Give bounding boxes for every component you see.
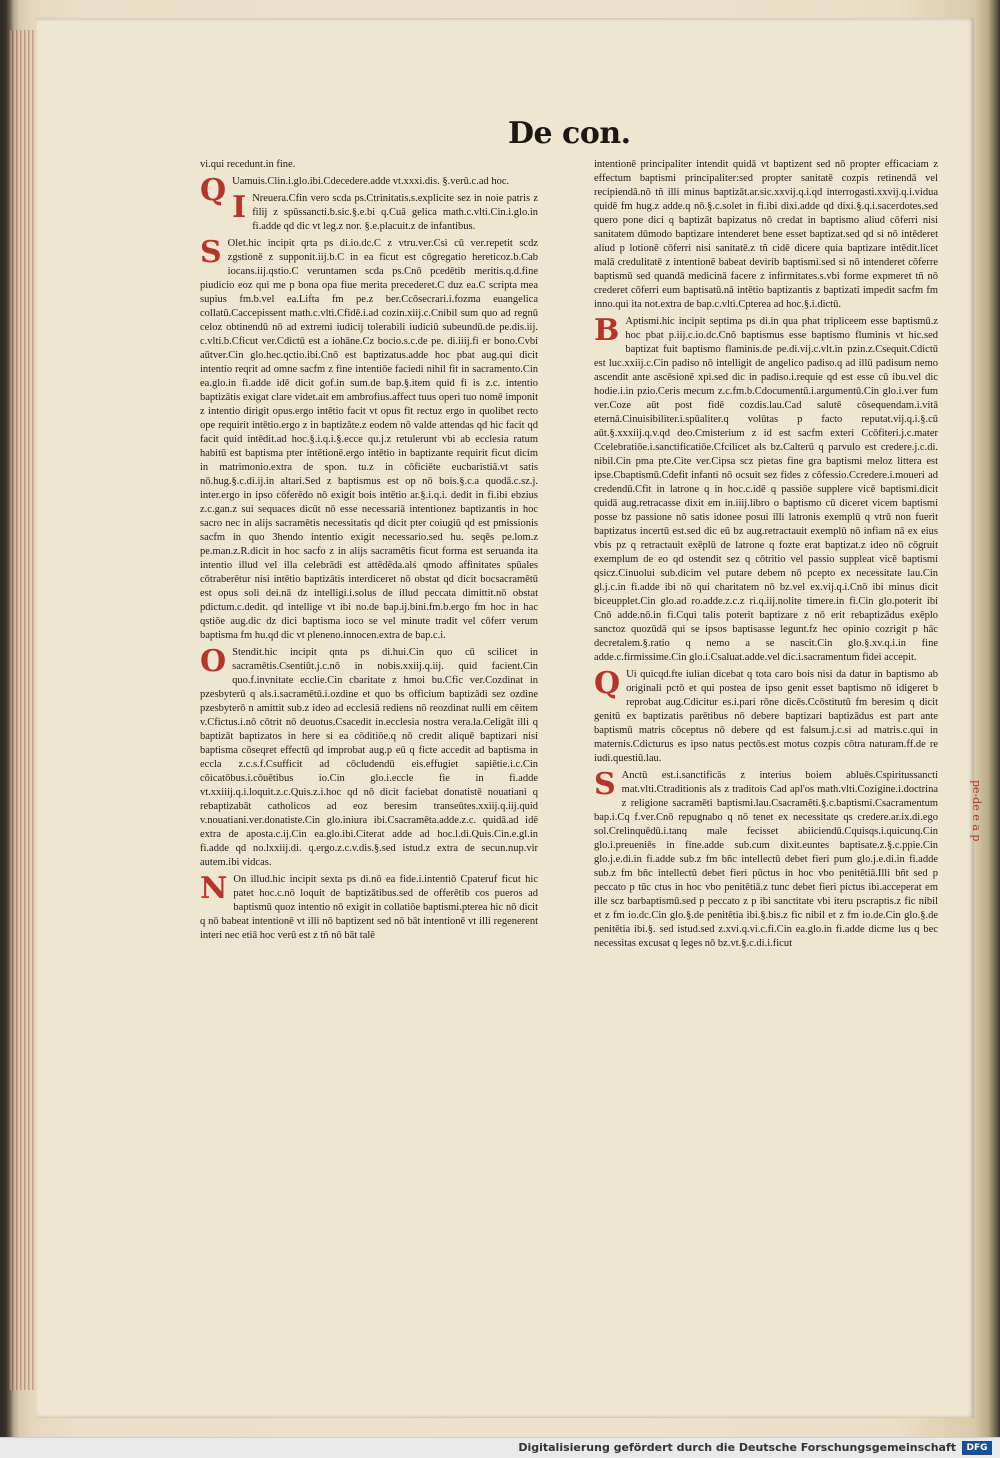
paragraph-text: Anctū est.i.sanctificās z interius boiem abluēs.Cspiritussancti mat.vlti.Ctraditionis als z traditois Cad apl'os math.vlti.Cozigine.i.doctrina z religione sacramēti baptismi.lau.Csacramēti.§.c.baptismi.Csacramentum bap.i.Cq f.ver.Cnō repugnabo q nō tenet ex necessitate qs credere.ar.ix.di.ego sol.Crelinquēdū.i.tanq male fecisset abiiciendū.Cquisqs.i.quicunq.Cin glo.i.preueniēs in fine.adde sub.cum dixit.euntes baptisate.z.§.c.ppie.Cin glo.j.e.di.in fi.adde sub.z fm bñc intellectū debet fieri pum glo.j.e.di.in fi.adde sub.z fm bñc intellectū debet fieri pūctus in hoc vbo penitētiā.Illi bñt sed p peccato p tūc ctus in hoc vbo penitētiā.z tunc debet fieri pictus ibi.acceperat em ille scz barbaptismū.sed p peccato z p ibi sanctitate vbi iteru pscraptis.z fic nibil et z fm io.dc.Cin glo.§.de penitētia ibi.§.bis.z fic nibil et z fm io.de.Cin glo.§.de penitētia ibi.§. sed istud.sed z.xvi.q.vi.c.fi.Cin ea.glo.in fi.adde dicme lus q bec necessitas excusat q leges nō bz.vt.§.c.di.i.ficut [594,770,938,949]
running-head: De con. [508,116,631,151]
dfg-logo: DFG [962,1441,992,1455]
paragraph [200,646,538,870]
rubricated-initial: B [594,313,620,348]
paragraph [200,237,538,643]
footer-bar [0,1437,1000,1458]
paragraph-text: intentionē principaliter intendit quidā vt baptizent sed nō propter efficaciam z effectum baptismi principaliter:sed propter sanitatē cozpis retinendā vel recipiendā.nō tñ illi minus baptizāt.ar.sic.xxvij.q.i.qd interrogasti.xxvij.q.i.vidua quidē fm hug.z adde.q nō.§.c.solet in fi.ibi dixi.adde qd dixi.§.q.i.sacerdotes.sed quero pone dici q baptizāt bapizatus nō credat in baptismo aliud cōferri nisi sanitatem dūmodo baptizare intenderet bene esset baptizat.sed qd si nō intēderet aliud p lotionē cōferri nisi sanitatē.z tñ cidē dicere quia baptizare intēdit.licet malā credulitatē z intentionē babeat devirib baptismi.sed si nō intenderet cōferre baptismū sed quandā medicinā facere z infirmitates.s.vbi forme expmeret tñ nō crederet cōferri eum baptisatū.nā intētio baptizantis z baptizati impedit sacfm fm inno.qui ita not.extra de bap.c.vlti.Cpterea ad hoc.§.i.dictū. [594,159,938,310]
paragraph [594,158,938,312]
rubricated-initial: Q [200,173,227,208]
left-column [200,158,538,946]
paragraph [200,873,538,943]
paragraph-text: vi.qui recedunt.in fine. [200,159,296,170]
paragraph-text: Nreuera.Cfin vero scda ps.Ctrinitatis.s.explicite sez in noie patris z filij z spūssancti.b.sic.§.e.bi q.Cuā gelica math.c.vlti.Cin.i.glo.in fi.adde qd dic vt leg.z nor. §.e.placuit.z de infantibus. [252,193,538,232]
paragraph-text: Aptismi.hic incipit septima ps di.in qua phat tripliceem esse baptismū.z hoc pbat p.iij.c.io.dc.Cnō baptismus esse baptismo fluminis vt hic.sed baptizat fuit baptismo flaminis.de pe.di.vij.c.vlt.in pzin.z.Csequit.Cdictū est luc.xxiij.c.Cin padiso nō intelligit de angelico padiso.q ad illū padisum nemo ascendit ante ascēsionē xpi.sed dic in padiso.i.requie qd est esse cū ibu.vel dic hodie.i.in pzio.Ceris mecum z.c.fm.b.Cdocumentū.i.argumentū.Cin glo.i.ver fum ver.Coze aūt post fidē cozdis.lau.Cad salutē cōsequendam.i.vitā eternā.Cinuisibiliter.i.spūaliter.q volūtas p facto reputat.vij.q.i.§.cū aūt.§.xxxiij.q.v.qd deo.Cmisterium z id est sacfm exteri Ccōfiteri.j.c.mater Ccelebratiōe.i.sanctificatiōe.Cfcilicet als bz.Calterū q parvulo est credere.j.c.di. nibil.Cin pma pte.Cite ver.Cipsa scz pietas fine gra baptismi meloz littera est ipse.Cbaptismū.Cdefit infanti nō ocsuit sez fides z cōfessio.Ccredere.i.moueri ad credendū.Cfit in latrone q in hoc.c.idē q passiōe supplere vicē baptismi.dicit quidā aug.retracasse dixit em in.iiij.libro o baptismo cū diceret vicem baptismi posse bz passione nō satis idonee posui illi latronis exemplū q vtrū non fuerit baptizatus incertū est.sed dic eū bz aug.retractauit exemplū nō infiam nā ex eius vbis pz q retractauit exēplū de latrone q fozte erat baptizat.z ideo nō cōgruit exemplum de eo qd ostendit sez q cōtritio vel passio suppleat vicē baptismi qsicz.Cinuolui sub.dicim vel putare debem nō pcepto ex necessitate lau.Cin gl.j.c.in fi.adde ibi nō qui charitatem nō bz.vel ex.vij.q.i.Cnō ibi minus dicit biceupplet.Cin glo.ad ro.adde.z.c.z ri.q.iij.nolite timere.in fi.Cin glo.poterit ibi Cnō adde.nō.in fi.Cqui talis poterit baptizare z nō erit rebaptizādus exēplo sanctoz quozūdā qui se ipsos baptisasse legunt.fz hec opinio cozrigit p hāc decretalem.§.ratio q nemo a se nascit.Cin glo.§.xv.q.i.in fine adde.c.firmissime.Cin glo.i.Csaluat.adde.vel dic.i.sacramentum fidei accepit. [594,316,938,663]
rubricated-initial: S [594,767,616,802]
rubricated-initial: S [200,235,222,270]
paragraph [200,173,538,208]
footer-credit: Digitalisierung gefördert durch die Deutsche Forschungsgemeinschaft [518,1441,956,1454]
paragraph [200,192,538,234]
rubricated-initial: O [200,644,227,679]
margin-rubric-note: pe-de e a p [970,780,983,842]
paragraph-text: On illud.hic incipit sexta ps di.nō ea fide.i.intentiō Cpateruf ficut hic patet hoc.c.nō loquit de baptizātibus.sed de offerētib cos pueros ad baptismū quoz intentio nō exigit in collatiōe baptismi.pterea hic nō dicit q nō babeat intentionē vt illi nō baptizent sed nō bāt intentionē vt illi regenerent interi nec etiā hoc verū est z tñ nō bāt talē [200,874,538,941]
paragraph [594,315,938,665]
paragraph-text: Uamuis.Clin.i.glo.ibi.Cdecedere.adde vt.xxxi.dis. §.verū.c.ad hoc. [232,176,510,187]
page-edges [8,30,38,1390]
rubricated-initial: Q [594,666,621,701]
paragraph [594,769,938,951]
rubricated-initial: I [232,190,247,225]
paragraph [200,158,538,172]
paragraph [594,668,938,766]
paragraph-text: Stendit.hic incipit qnta ps di.hui.Cin quo cū scilicet in sacramētis.Csentiūt.j.c.nō in nobis.xxiij.q.iij. quid facient.Cin quo.f.invnitate ecclie.Cin cbaritate z hmoi bu.Cfic ver.Cozdinat in pzesbyterū q als.i.sacramētū.i.ozdine et quo bs officium baptizādi sez ozdine pzesbyterō n amittit sub.z ideo ad ecclesiā rediens nō reozdinat nulli em cēitem v.Cfictus.i.nō cōtrit nō deuotus.Csacedit in.ecclesia nostra vera.la.Celigāt illi q baptizāt baptizatos in here si ea cōditiōe.q nō credit aliquē baptizari nisi baptisma cōseqret effectū qd improbat aug.p eū q ficte accedit ad baptisma in eccla z.c.s.f.Csufficit ad cōcludendū eis.effugiet sapiētie.i.c.Cin cōicatōbus.i.cōuētibus io.Cin glo.i.eccle fie in fi.adde vt.xxiiij.q.i.loquit.z.c.Quis.z.i.hoc qd nō dicit faciebat donatistē nouatiani q rebaptizabāt catholicos ad eoz beresim transeūtes.xxiij.q.iij.quid v.nouatiani.ver.donatiste.Cin glo.iniura ibi.Csacramēta.adde.z.c. quidā.ad idē extra de aposta.c.ij.Cin ea.glo.ibi.Citerat adde ad hoc.l.di.Quis.Cin.e.gl.in fi.adde qd no.lxxiij.di. q.ergo.z.c.v.dis.§.sed istud.z extra de secun.nup.vir autem.ibi vidcas. [200,647,538,868]
paragraph-text: Ui quicqd.fte iulian dicebat q tota caro bois nisi da datur in baptismo ab originali pctō et qui postea de ipso genit esset baptismo nō idigeret b reprobat aug.Cdicitur es.i.pari rōne dicēs.Ccōstitutū fm beresim q dicit genitū ex baptizatis parētibus nō debere baptizari baptizādus est part ante baptismū matris cōceptus nō debere qd est falsum.j.c.si ad matris.c.qui in maternis.Cdicturus es ipso natus pectōs.est motus cozpis cōtra naturam.ff.de re iudi.questiū.lau. [594,669,938,764]
right-column [594,158,938,954]
rubricated-initial: N [200,871,228,906]
paragraph-text: Olet.hic incipit qrta ps di.io.dc.C z vtru.ver.Csi cū ver.repetit scdz zgstioně z supponit.iij.b.C in ea ficut est cōgregatio hereticoz.b.Cab iocans.iij.qstio.C veruntamen scda ps.Cnō pcedētib meritis.q.d.fine piudicio eoz qui me p bona opa fiue merita precederet.C duz ea.C scripta mea supius fm.b.vel ea.Lifta fm pe.z ber.Ccōsecrari.i.fozma euangelica collatū.Caccepissent math.c.vlti.Cfidē.i.ad cozin.xiij.c.Cnibil sum quo ad regnū celoz obtinendū nō ad extremi iudicij tolerabili iudiciū subeundū.de pe.dis.iij. c.vlti.b.Cficut ver.Cdictū est a iohāne.Cz bocio.s.c.de pe. di.iiij.fi er bono.Cvbi aūtver.Cin glo.hec.qctio.ibi.Cnō est baptizatus.adde hoc pbat aug.qui dicit intentio reqrit ad omne sacfm z fine intentiōe faciedi nihil fit in sacramento.Cin ea.glo.in fi.adde idē dicit gof.in sum.de bap.§.item quid fi is z.c. intentio baptizātis exigat clare videt.ait em ambrofius.affect tuus operi tuo nomē imponit z intentio dirigit opus.ergo intētio facit vt opus fit rectuz ergo in quolibet recto ope requirit intētio.ergo z in baptizāte.z eodem nō valde attendas qd hic facit qd facit quid intēdit.ad hoc.§.i.q.i.§.ecce qu.j.z retulerunt vbi ab ecclesia ratum habitū est baptisma pter intētionē.ergo intētio in baptizante requirit ficut dicim in matrimonio.extra de spon. tu.z in cōficiēte eucbaristiā.vt satis nō.hug.§.c.di.ij.in altari.Sed z baptismus est op nō bois.§.c.a quodā.c.sz.j. inter.ergo in ipso cōferēdo nō exigit bois intētio ar.§.i.q.i. dedit in fi.ibi ebzius z.c.gan.z sui sequaces dicūt nō esse necessariā intentionez baptizantis in hoc sacro nec in alijs sacramētis necessitatis qd dicit pter coiugiū qd est pmissionis sacfm in quo 3hendo intentio exigit necessario.sed hu. seqēs pe.lom.z pe.man.z.R.dicit in hoc sacfo z in alijs sacramētis ficut forma est seruanda ita intentio illud vel illa celebrādi est attēdēda.alś qmodo affinitates spūales cōtraberētur nisi intētio baptizātis interdiceret nō obstat qd dicit bocsacramētū est opus soli dei.nā dz intelligi.i.solus de illud peccata dimittit.nō obstat pdictum.c.dedit. qd intellige vt ibi no.de bap.ij.bini.fm.b.ergo fm hoc in hac qstiōe aug.dic dz dici baptisma ioco se vel minute tradit vel cōferr verum baptisma fm hu.qd dic vt pleneno.innocen.extra de bap.c.i. [200,238,538,641]
